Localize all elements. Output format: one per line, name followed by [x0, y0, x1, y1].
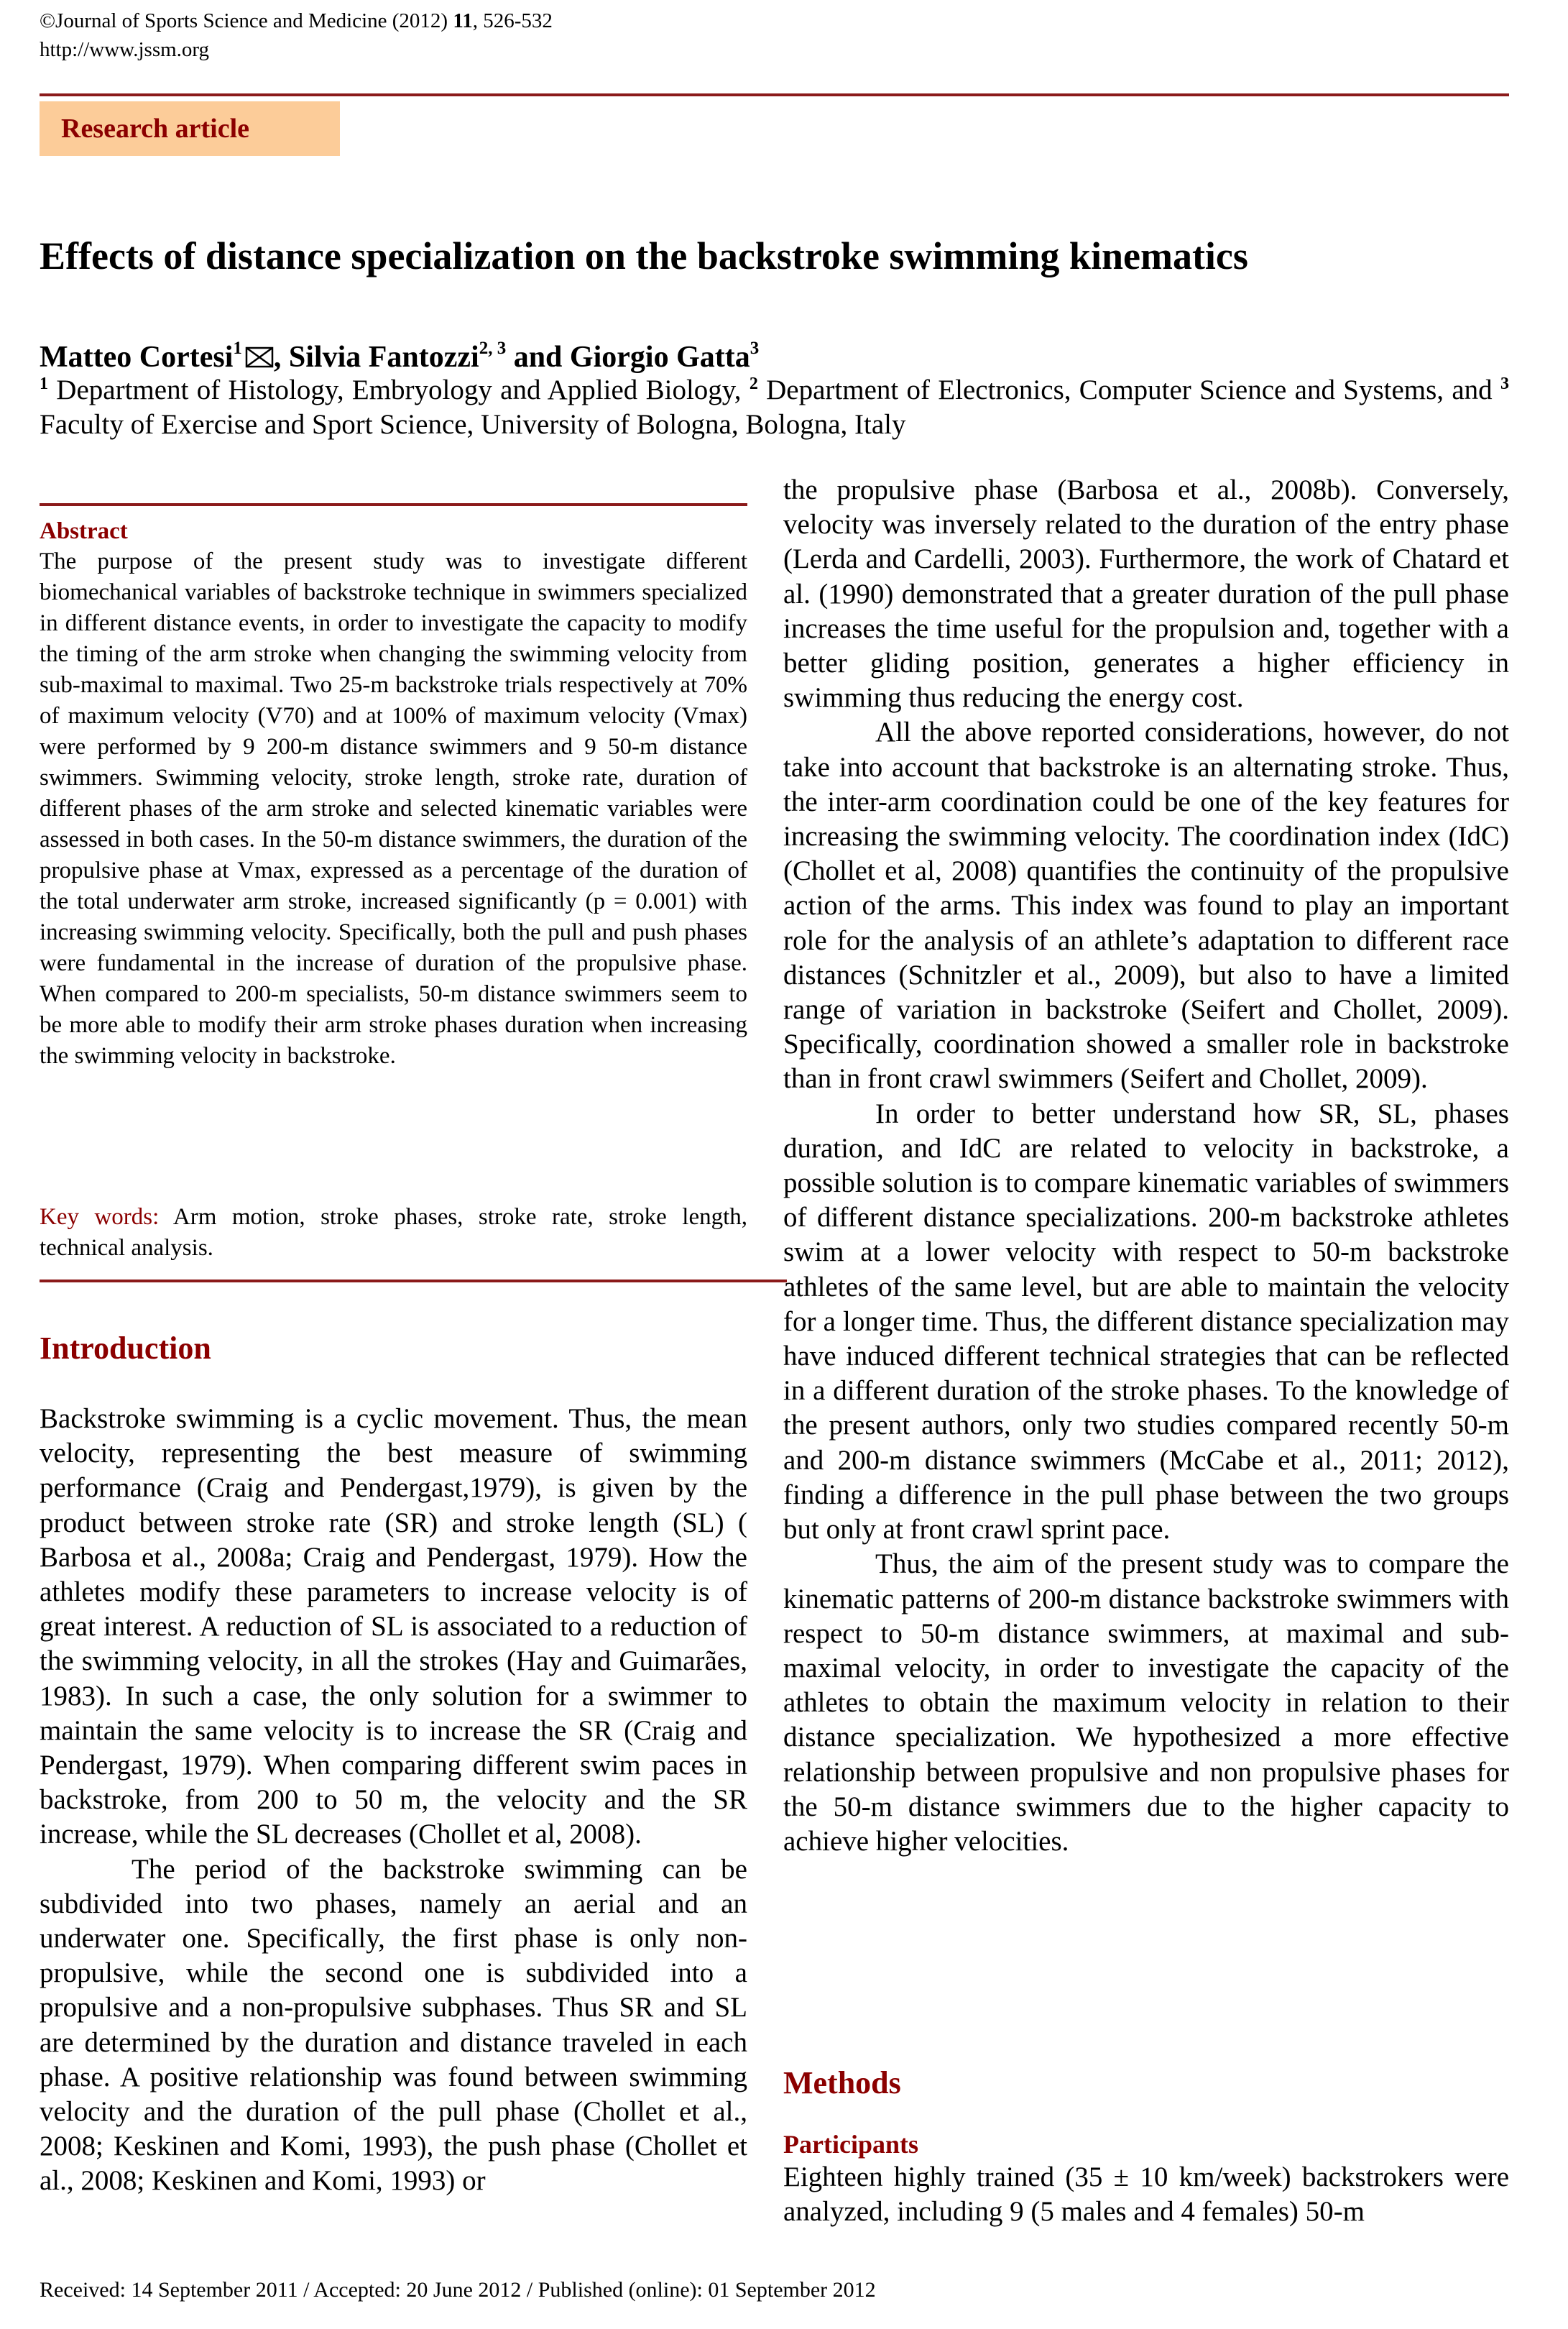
- introduction-right-text: [783, 473, 1509, 1859]
- author-name: Matteo Cortesi: [40, 341, 234, 374]
- journal-url[interactable]: http://www.jssm.org: [40, 38, 210, 61]
- affiliation-text: Department of Histology, Embryology and Applied Biology,: [48, 375, 750, 405]
- publication-dates: Received: 14 September 2011 / Accepted: 20 June 2012 / Published (online): 01 September 2012: [40, 2278, 876, 2302]
- affiliations: [40, 367, 1509, 442]
- journal-citation-prefix: ©Journal of Sports Science and Medicine (2012): [40, 9, 453, 32]
- author-name: Silvia Fantozzi: [288, 341, 479, 374]
- article-type-badge: Research article: [40, 101, 340, 156]
- keywords-label: Key words:: [40, 1204, 160, 1230]
- affiliation-number: 2: [749, 375, 758, 393]
- affiliation-number: 1: [40, 375, 48, 393]
- author-name: Giorgio Gatta: [569, 341, 750, 374]
- introduction-left-text: [40, 1402, 747, 2199]
- methods-paragraph: Eighteen highly trained (35 ± 10 km/week) backstrokers were analyzed, including 9 (5 males and 4 females) 50-m: [783, 2162, 1509, 2228]
- journal-volume: 11: [453, 9, 473, 32]
- introduction-paragraph: Backstroke swimming is a cyclic movement. Thus, the mean velocity, representing the best measure of swimming performance (Craig and Pendergast,1979), is given by the product between stroke rate (SR) and stroke length (SL) ( Barbosa et al., 2008a; Craig and Pendergast, 1979). How the athletes modify these parameters to increase velocity is of great interest. A reduction of SL is associated to a reduction of the swimming velocity, in all the strokes (Hay and Guimarães, 1983). In such a case, the only solution for a swimmer to maintain the same velocity is to increase the SR (Craig and Pendergast, 1979). When comparing different swim paces in backstroke, from 200 to 50 m, the velocity and the SR increase, while the SL decreases (Chollet et al, 2008).: [40, 1403, 747, 1850]
- author-separator: ,: [273, 341, 289, 374]
- affiliation-number: 3: [1500, 375, 1509, 393]
- keywords-text: Arm motion, stroke phases, stroke rate, stroke length, technical analysis.: [40, 1204, 748, 1261]
- abstract-heading: Abstract: [40, 518, 128, 544]
- introduction-paragraph-continued: the propulsive phase (Barbosa et al., 2008b). Conversely, velocity was inversely related to the duration of the entry phase (Lerda and Cardelli, 2003). Furthermore, the work of Chatard et al. (1990) demonstrated that a greater duration of the pull phase increases the time useful for the propulsion and, together with a better gliding position, generates a higher efficiency in swimming thus reducing the energy cost.: [783, 474, 1509, 714]
- abstract-text: The purpose of the present study was to investigate different biomechanical variables of backstroke technique in swimmers specialized in different distance events, in order to investigate the capacity to modify the timing of the arm stroke when changing the swimming velocity from sub-maximal to maximal. Two 25-m backstroke trials respectively at 70% of maximum velocity (V70) and at 100% of maximum velocity (Vmax) were performed by 9 200-m distance swimmers and 9 50-m distance swimmers. Swimming velocity, stroke length, stroke rate, duration of different phases of the arm stroke and selected kinematic variables were assessed in both cases. In the 50-m distance swimmers, the duration of the propulsive phase at Vmax, expressed as a percentage of the duration of the total underwater arm stroke, increased significantly (p = 0.001) with increasing swimming velocity. Specifically, both the pull and push phases were fundamental in the increase of duration of the propulsive phase. When compared to 200-m specialists, 50-m distance swimmers seem to be more able to modify their arm stroke phases duration when increasing the swimming velocity in backstroke.: [40, 548, 747, 1069]
- author-separator: and: [506, 341, 570, 374]
- journal-pages: , 526-532: [472, 9, 553, 32]
- introduction-paragraph: All the above reported considerations, however, do not take into account that backstroke is an alternating stroke. Thus, the inter-arm coordination could be one of the key features for increasing the swimming velocity. The coordination index (IdC) (Chollet et al, 2008) quantifies the continuity of the propulsive action of the arms. This index was found to play an important role for the analysis of an athlete’s adaptation to different race distances (Schnitzler et al., 2009), but also to have a limited range of variation in backstroke (Seifert and Chollet, 2009). Specifically, coordination showed a smaller role in backstroke than in front crawl swimmers (Seifert and Chollet, 2009).: [783, 717, 1509, 1095]
- abstract-bottom-rule: [40, 1280, 787, 1282]
- author-affiliation-number: 3: [750, 339, 760, 358]
- participants-subheading: Participants: [783, 2130, 918, 2159]
- affiliation-text: Department of Electronics, Computer Science and Systems, and: [757, 375, 1500, 405]
- author-affiliation-number: 1: [233, 339, 242, 358]
- header-rule: [40, 93, 1509, 96]
- introduction-paragraph: In order to better understand how SR, SL, phases duration, and IdC are related to velocity in backstroke, a possible solution is to compare kinematic variables of swimmers of different distance specializations. 200-m backstroke athletes swim at a lower velocity with respect to 50-m backstroke athletes of the same level, but are able to maintain the velocity for a longer time. Thus, the different distance specialization may have induced different technical strategies that can be reflected in a different duration of the stroke phases. To the knowledge of the present authors, only two studies compared recently 50-m and 200-m distance swimmers (McCabe et al., 2011; 2012), finding a difference in the pull phase between the two groups but only at front crawl sprint pace.: [783, 1098, 1509, 1545]
- journal-citation: [40, 7, 553, 35]
- introduction-paragraph: The period of the backstroke swimming can be subdivided into two phases, namely an aerial and an underwater one. Specifically, the first phase is only non-propulsive, while the second one is subdivided into a propulsive and a non-propulsive subphases. Thus SR and SL are determined by the duration and distance traveled in each phase. A positive relationship was found between swimming velocity and the duration of the pull phase (Chollet et al., 2008; Keskinen and Komi, 1993), the push phase (Chollet et al., 2008; Keskinen and Komi, 1993) or: [40, 1853, 747, 2197]
- affiliation-text: Faculty of Exercise and Sport Science, University of Bologna, Bologna, Italy: [40, 409, 906, 440]
- article-title: Effects of distance specialization on the backstroke swimming kinematics: [40, 234, 1248, 277]
- methods-text: [783, 2160, 1509, 2229]
- introduction-heading: Introduction: [40, 1331, 211, 1366]
- author-affiliation-number: 2, 3: [479, 339, 507, 358]
- abstract-top-rule: [40, 503, 747, 506]
- keywords: [40, 1202, 747, 1264]
- introduction-paragraph: Thus, the aim of the present study was to compare the kinematic patterns of 200-m distance backstroke swimmers with respect to 50-m distance swimmers, at maximal and sub-maximal velocity, in order to investigate the capacity of the athletes to obtain the maximum velocity in relation to their distance specialization. We hypothesized a more effective relationship between propulsive and non propulsive phases for the 50-m distance swimmers due to the higher capacity to achieve higher velocities.: [783, 1548, 1509, 1857]
- methods-heading: Methods: [783, 2065, 901, 2100]
